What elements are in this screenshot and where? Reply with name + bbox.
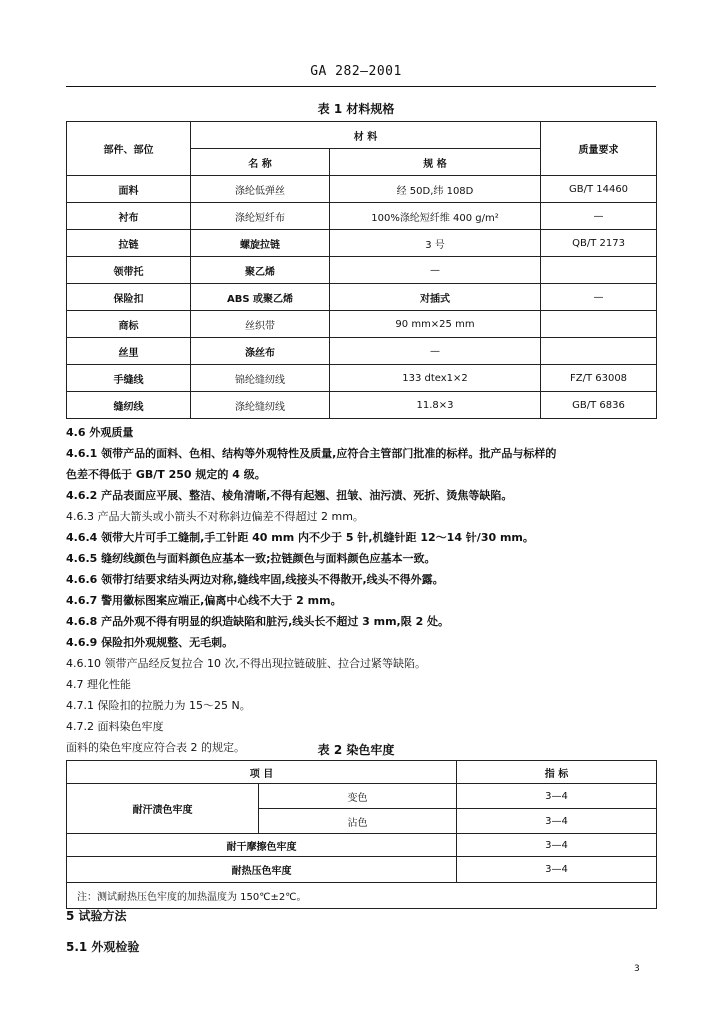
paragraph: 4.6.6 领带打结要求结头两边对称,缝线牢固,线接头不得散开,线头不得外露。 <box>66 573 444 586</box>
row-part: 衬布 <box>67 203 191 230</box>
row-spec: 对插式 <box>330 284 541 311</box>
table-row <box>67 365 657 392</box>
table-row <box>67 784 657 809</box>
table-row <box>67 392 657 419</box>
paragraph: 4.6 外观质量 <box>66 426 134 439</box>
table-row <box>67 176 657 203</box>
row-part: 缝纫线 <box>67 392 191 419</box>
dry-rub-value: 3—4 <box>457 834 657 857</box>
table-row <box>67 311 657 338</box>
row-name: 涤丝布 <box>191 338 330 365</box>
sweat-fastness-label: 耐汗渍色牢度 <box>67 784 259 834</box>
table2-note: 注：测试耐热压色牢度的加热温度为 150℃±2℃。 <box>67 883 657 909</box>
section-heading: 5.1 外观检验 <box>66 940 140 954</box>
row-quality <box>541 311 657 338</box>
row-spec: 100%涤纶短纤维 400 g/m² <box>330 203 541 230</box>
row-quality: FZ/T 63008 <box>541 365 657 392</box>
section-heading: 5 试验方法 <box>66 909 127 923</box>
row-quality: — <box>541 203 657 230</box>
row-part: 领带托 <box>67 257 191 284</box>
table-note-row <box>67 883 657 909</box>
row-spec: 90 mm×25 mm <box>330 311 541 338</box>
table-row <box>67 284 657 311</box>
paragraph: 4.6.10 领带产品经反复拉合 10 次,不得出现拉链破脏、拉合过紧等缺陷。 <box>66 657 426 670</box>
paragraph: 4.6.1 领带产品的面料、色相、结构等外观特性及质量,应符合主管部门批准的标样。批产品与标样的 <box>66 447 557 460</box>
row-spec: 经 50D,纬 108D <box>330 176 541 203</box>
table-row <box>67 834 657 857</box>
material-spec-table <box>66 121 657 419</box>
row-spec: 11.8×3 <box>330 392 541 419</box>
standard-code: GA 282—2001 <box>310 64 402 79</box>
paragraph: 4.7.2 面料染色牢度 <box>66 720 164 733</box>
row-name: ABS 或聚乙烯 <box>191 284 330 311</box>
table-row <box>67 857 657 883</box>
paragraph: 4.6.5 缝纫线颜色与面料颜色应基本一致;拉链颜色与面料颜色应基本一致。 <box>66 552 436 565</box>
row-name: 丝织带 <box>191 311 330 338</box>
row-quality: GB/T 6836 <box>541 392 657 419</box>
row-quality: GB/T 14460 <box>541 176 657 203</box>
row-name: 螺旋拉链 <box>191 230 330 257</box>
table1-header-name: 名 称 <box>191 149 330 176</box>
row-name: 涤纶短纤布 <box>191 203 330 230</box>
row-name: 锦纶缝纫线 <box>191 365 330 392</box>
row-part: 丝里 <box>67 338 191 365</box>
table2-header-index: 指 标 <box>457 761 657 784</box>
row-quality <box>541 257 657 284</box>
row-name: 聚乙烯 <box>191 257 330 284</box>
row-spec: — <box>330 257 541 284</box>
row-part: 商标 <box>67 311 191 338</box>
row-part: 手缝线 <box>67 365 191 392</box>
table1-caption: 表 1 材料规格 <box>317 102 395 116</box>
row-sub-item: 沾色 <box>259 809 457 834</box>
table1-header-quality: 质量要求 <box>541 122 657 176</box>
row-quality: QB/T 2173 <box>541 230 657 257</box>
table-row <box>67 230 657 257</box>
table1-header-spec: 规 格 <box>330 149 541 176</box>
table-row <box>67 257 657 284</box>
paragraph: 4.6.8 产品外观不得有明显的织造缺陷和脏污,线头长不超过 3 mm,限 2 处。 <box>66 615 450 628</box>
row-quality <box>541 338 657 365</box>
paragraph: 4.6.7 警用徽标图案应端正,偏离中心线不大于 2 mm。 <box>66 594 342 607</box>
row-spec: 3 号 <box>330 230 541 257</box>
row-part: 保险扣 <box>67 284 191 311</box>
table2-caption: 表 2 染色牢度 <box>317 743 395 757</box>
heat-press-label: 耐热压色牢度 <box>67 857 457 883</box>
row-name: 涤纶缝纫线 <box>191 392 330 419</box>
paragraph: 4.6.2 产品表面应平展、整洁、棱角清晰,不得有起翘、扭皱、油污渍、死折、烫焦等缺陷。 <box>66 489 513 502</box>
paragraph: 面料的染色牢度应符合表 2 的规定。 <box>66 741 245 754</box>
row-spec: 133 dtex1×2 <box>330 365 541 392</box>
paragraph: 4.6.3 产品大箭头或小箭头不对称斜边偏差不得超过 2 mm。 <box>66 510 364 523</box>
row-sub-item: 变色 <box>259 784 457 809</box>
row-quality: — <box>541 284 657 311</box>
dry-rub-label: 耐干摩擦色牢度 <box>67 834 457 857</box>
paragraph: 4.6.9 保险扣外观规整、无毛刺。 <box>66 636 234 649</box>
paragraph: 4.7.1 保险扣的拉脱力为 15～25 N。 <box>66 699 251 712</box>
table1-header-part: 部件、部位 <box>67 122 191 176</box>
row-value: 3—4 <box>457 809 657 834</box>
paragraph: 4.6.4 领带大片可手工缝制,手工针距 40 mm 内不少于 5 针,机缝针距 12～14 针/30 mm。 <box>66 531 534 544</box>
table-row <box>67 338 657 365</box>
row-part: 面料 <box>67 176 191 203</box>
row-value: 3—4 <box>457 784 657 809</box>
paragraph: 色差不得低于 GB/T 250 规定的 4 级。 <box>66 468 266 481</box>
table2-header-item: 项 目 <box>67 761 457 784</box>
page-number: 3 <box>634 964 640 974</box>
table-row <box>67 203 657 230</box>
row-part: 拉链 <box>67 230 191 257</box>
row-name: 涤纶低弹丝 <box>191 176 330 203</box>
paragraph: 4.7 理化性能 <box>66 678 131 691</box>
row-spec: — <box>330 338 541 365</box>
heat-press-value: 3—4 <box>457 857 657 883</box>
header-rule <box>66 86 656 87</box>
table1-header-material: 材 料 <box>191 122 541 149</box>
color-fastness-table <box>66 760 657 909</box>
